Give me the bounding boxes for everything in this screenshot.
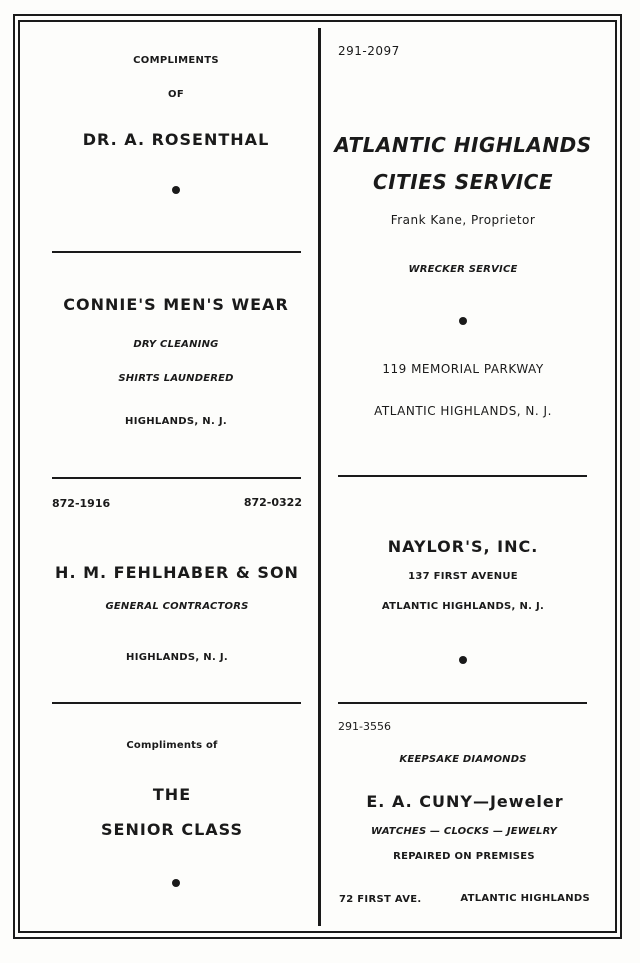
senior-the: THE: [152, 785, 192, 804]
bullet-dot: [172, 879, 180, 887]
section-rule: [338, 475, 587, 477]
bullet-dot: [172, 186, 180, 194]
column-divider: [318, 28, 321, 926]
cities-phone: 291-2097: [338, 44, 400, 58]
senior-compliments: Compliments of: [126, 740, 218, 751]
bullet-dot: [459, 656, 467, 664]
connies-service-2: SHIRTS LAUNDERED: [118, 373, 234, 384]
compliments-label: COMPLIMENTS: [133, 55, 219, 66]
cuny-repair: REPAIRED ON PREMISES: [393, 851, 535, 862]
fehlhaber-phone-left: 872-1916: [52, 497, 111, 510]
fehlhaber-phone-right: 872-0322: [243, 496, 302, 509]
rosenthal-name: DR. A. ROSENTHAL: [82, 130, 270, 149]
naylors-address: 137 FIRST AVENUE: [408, 571, 518, 582]
connies-location: HIGHLANDS, N. J.: [125, 416, 227, 427]
cities-name-1: ATLANTIC HIGHLANDS: [334, 133, 592, 157]
naylors-location: ATLANTIC HIGHLANDS, N. J.: [381, 601, 545, 612]
bullet-dot: [459, 317, 467, 325]
cities-proprietor: Frank Kane, Proprietor: [390, 213, 536, 227]
section-rule: [338, 702, 587, 704]
fehlhaber-location: HIGHLANDS, N. J.: [126, 652, 228, 663]
cities-name-2: CITIES SERVICE: [373, 170, 553, 194]
section-rule: [52, 251, 301, 253]
of-label: OF: [168, 89, 184, 100]
cuny-address: 72 FIRST AVE.: [339, 894, 422, 905]
cities-location: ATLANTIC HIGHLANDS, N. J.: [374, 404, 552, 418]
section-rule: [52, 702, 301, 704]
cuny-location: ATLANTIC HIGHLANDS: [460, 893, 590, 904]
cuny-phone: 291-3556: [338, 720, 391, 733]
cuny-tagline: KEEPSAKE DIAMONDS: [399, 754, 527, 765]
senior-class: SENIOR CLASS: [101, 820, 243, 839]
fehlhaber-service: GENERAL CONTRACTORS: [105, 601, 249, 612]
section-rule: [52, 477, 301, 479]
cities-address: 119 MEMORIAL PARKWAY: [382, 362, 544, 376]
connies-name: CONNIE'S MEN'S WEAR: [63, 295, 289, 314]
cuny-name: E. A. CUNY—Jeweler: [366, 792, 564, 811]
connies-service-1: DRY CLEANING: [133, 339, 219, 350]
cuny-goods: WATCHES — CLOCKS — JEWELRY: [370, 826, 558, 837]
cities-service: WRECKER SERVICE: [408, 264, 518, 275]
fehlhaber-name: H. M. FEHLHABER & SON: [55, 563, 299, 582]
naylors-name: NAYLOR'S, INC.: [387, 537, 539, 556]
